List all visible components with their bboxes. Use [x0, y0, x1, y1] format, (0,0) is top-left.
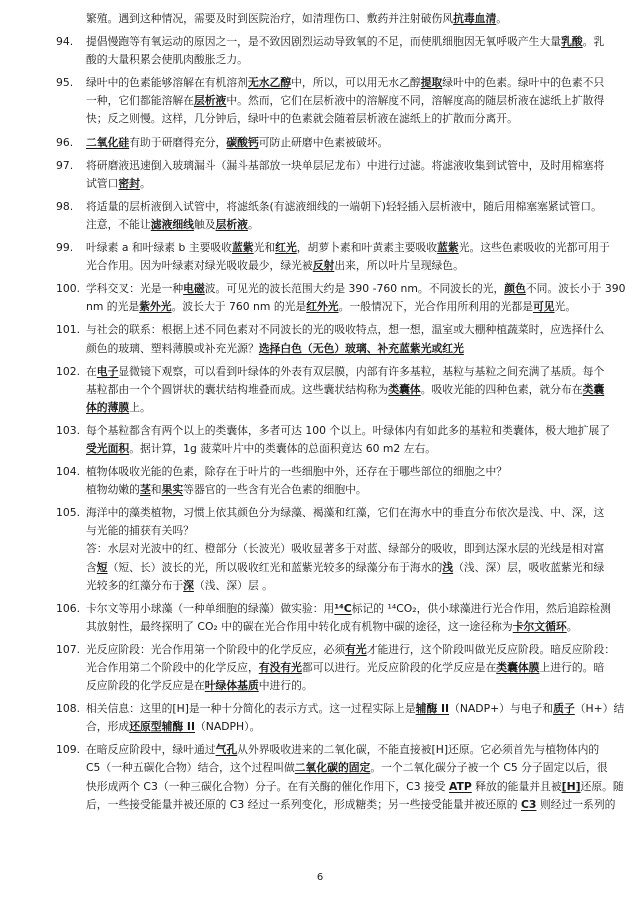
list-item [56, 600, 611, 636]
text-segment: 注意，不能让 [86, 217, 151, 231]
key-term: 深 [183, 578, 194, 592]
text-segment: （短、长）波长的光，所以吸收红光和蓝紫光较多的绿藻分布于海水的 [107, 560, 443, 574]
key-term: 卡尔文循环 [512, 619, 567, 633]
list-item [56, 280, 626, 316]
text-line [86, 216, 608, 234]
page-number: 6 [316, 872, 324, 883]
text-segment: ，胡萝卜素和叶黄素主要吸收 [296, 241, 438, 255]
text-line [86, 463, 608, 481]
text-line [86, 759, 608, 777]
text-line [86, 157, 608, 175]
key-term: 抗毒血清 [453, 12, 497, 25]
text-segment: 光合作用第二个阶段中的化学反应， [86, 661, 259, 674]
text-segment: 光反应阶段：光合作用第一个阶段中的化学反应，必须 [86, 642, 346, 656]
key-term: ¹⁴C [334, 601, 352, 615]
text-segment: 。一个二氧化碳分子被一个 C5 分子固定以后，很 [370, 761, 608, 775]
text-line [86, 741, 608, 759]
text-segment: 触及 [193, 217, 216, 231]
text-line [86, 422, 611, 440]
text-segment: 。乳 [582, 35, 605, 49]
text-segment: 。 [247, 217, 259, 231]
text-line [86, 522, 608, 540]
text-segment: 提倡慢跑等有氧运动的原因之一，是不致因剧烈运动导致氧的不足，而使肌细胞因无氧呼吸产生大量 [86, 35, 562, 49]
text-segment: （浅、深）层，吸收蓝紫光和绿 [453, 560, 605, 574]
key-term: 气孔 [215, 743, 238, 757]
text-segment: 都可以进行。光反应阶段的化学反应是在 [301, 661, 497, 674]
list-item [56, 74, 608, 128]
text-segment: 在 [86, 364, 97, 378]
text-segment: 后，一些接受能量并被还原的 C3 经过一系列变化，形成糖类；另一些接受能量并被还原的 [86, 797, 521, 811]
list-item [56, 10, 608, 28]
text-segment: 波。可见光的波长范围大约是 390 -760 nm。不同波长的光， [204, 282, 505, 296]
text-line [86, 340, 608, 358]
text-segment: 中。然而，它们在层析液中的溶解度不同，溶解度高的随层析液在滤纸上扩散得 [226, 94, 605, 108]
key-term: 红外光 [306, 300, 339, 314]
text-line [86, 363, 608, 381]
text-segment: 其放射性，最终探明了 CO₂ 中的碳在光合作用中转化成有机物中碳的途径，这一途径称为 [86, 619, 513, 633]
key-term: 有光 [345, 642, 367, 656]
text-segment: 叶绿素 a 和叶绿素 b 主要吸收 [86, 241, 232, 255]
text-segment: 从外界吸收进来的二氧化碳，不能直接被[H]还原。它必须首先与植物体内的 [237, 743, 600, 757]
text-line [86, 618, 608, 636]
text-line [86, 33, 608, 51]
key-term: 层析液 [215, 217, 248, 231]
key-term: 层析液 [193, 94, 227, 108]
text-line [86, 440, 608, 458]
text-segment: 将适量的层析液倒入试管中，将滤纸条(有滤液细线的一端朝下)轻轻插入层析液中，随后用棉塞塞紧试管口。 [86, 199, 602, 213]
list-item [56, 239, 608, 275]
text-segment: 出来，所以叶片呈现绿色。 [334, 259, 464, 273]
list-item [56, 198, 608, 234]
key-term: 类囊 [582, 382, 605, 396]
key-term: 质子 [553, 702, 575, 716]
key-term: 紫外光 [139, 300, 172, 314]
key-term: 二氧化硅 [86, 135, 130, 149]
key-term: 浅 [442, 560, 454, 574]
item-number: 106. [56, 601, 81, 615]
text-line [86, 540, 608, 558]
item-number: 97. [56, 158, 74, 172]
text-line [86, 504, 608, 522]
key-term: 辅酶 II [415, 702, 450, 716]
text-segment: 光和 [253, 241, 276, 255]
key-term: 乳酸 [561, 35, 583, 49]
text-line [86, 239, 608, 257]
text-line [86, 641, 616, 659]
key-term: 短 [96, 560, 108, 574]
text-segment: 不同。波长小于 390 [525, 282, 626, 296]
text-segment: nm 的光是 [86, 300, 140, 314]
key-term: 电磁 [183, 282, 205, 296]
text-segment: 。波长大于 760 nm 的光是 [171, 300, 307, 314]
text-segment: 上。 [129, 400, 151, 414]
text-segment: 中，所以，可以用无水乙醇 [291, 76, 421, 90]
list-item [56, 504, 608, 594]
list-item [56, 641, 616, 695]
page-content [56, 10, 626, 819]
text-line [86, 198, 608, 216]
item-number: 96. [56, 135, 74, 149]
text-segment: 与社会的联系：根据上述不同色素对不同波长的光的吸收特点，想一想，温室或大棚种植蔬菜时，应选择什么 [86, 323, 605, 337]
key-term: 碳酸钙 [226, 135, 259, 149]
text-segment: 植物幼嫩的 [86, 483, 140, 497]
text-line [86, 796, 616, 814]
text-line [86, 381, 608, 399]
text-segment: （NADP+）与电子和 [449, 702, 554, 716]
text-segment: 基粒都由一个个圆饼状的囊状结构堆叠而成。这些囊状结构称为 [86, 382, 389, 396]
text-segment: 卡尔文等用小球藻（一种单细胞的绿藻）做实验：用 [86, 601, 335, 615]
text-line [86, 778, 624, 796]
text-line [86, 659, 608, 677]
item-number: 98. [56, 199, 74, 213]
key-term: 类囊体 [388, 382, 421, 396]
text-segment: 合，形成 [86, 720, 130, 734]
text-segment: 快；反之则慢。这样，几分钟后，绿叶中的色素就会随着层析液在滤纸上的扩散而分离开。 [86, 112, 518, 126]
item-number: 101. [56, 323, 81, 337]
key-term: 蓝紫 [437, 241, 459, 255]
text-segment: 还原。随 [580, 779, 624, 793]
item-number: 94. [56, 35, 74, 49]
key-term: 叶绿体基质 [204, 679, 259, 693]
key-term: 反射 [312, 259, 335, 273]
key-term: C3 [520, 797, 537, 811]
text-line [86, 481, 608, 499]
text-line [86, 134, 608, 152]
text-line [86, 700, 625, 718]
item-number: 107. [56, 642, 81, 656]
text-segment: 海洋中的藻类植物，习惯上依其颜色分为绿藻、褐藻和红藻，它们在海水中的垂直分布依次是浅、中、深，这 [86, 506, 605, 520]
text-segment: 植物体吸收光能的色素，除存在于叶片的一些细胞中外，还存在于哪些部位的细胞之中？ [86, 465, 508, 479]
text-segment: 则经过一系列的 [536, 797, 616, 811]
text-segment: （浅、深）层 。 [193, 578, 273, 592]
list-item [56, 741, 624, 813]
key-term: 密封 [118, 176, 140, 190]
text-line [86, 175, 608, 193]
key-term: 类囊体膜 [496, 661, 540, 674]
item-number: 102. [56, 364, 81, 378]
text-segment: 。 [139, 176, 151, 190]
item-number: 104. [56, 465, 81, 479]
text-line [86, 280, 626, 298]
key-term: 提取 [420, 76, 443, 90]
text-segment: 每个基粒都含有两个以上的类囊体，多者可达 100 个以上。叶绿体内有如此多的基粒和类囊体，极大地扩展了 [86, 423, 611, 437]
key-term: ATP [449, 779, 472, 793]
text-line [86, 399, 608, 417]
text-segment: 光较多的红藻分布于 [86, 578, 184, 592]
text-segment: 答：水层对光波中的红、橙部分（长波光）吸收显著多于对蓝、绿部分的吸收，即到达深水层的光线是相对富 [86, 542, 605, 556]
text-segment: 颜色的玻璃、塑料薄膜或补充光源？ [86, 341, 259, 355]
item-number: 95. [56, 76, 74, 90]
text-segment: 光。 [554, 300, 577, 314]
key-term: 无水乙醇 [247, 76, 292, 90]
key-term: 蓝紫 [231, 241, 254, 255]
key-term: 可见 [532, 300, 555, 314]
text-segment: C5（一种五碳化合物）结合，这个过程叫做 [86, 761, 295, 775]
list-item [56, 157, 608, 193]
text-line [86, 577, 608, 595]
list-item [56, 321, 608, 357]
key-term: 红光 [275, 241, 297, 255]
text-line [86, 10, 608, 28]
list-item [56, 363, 608, 417]
text-segment: 快形成两个 C3（一种三碳化合物）分子。在有关酶的催化作用下，C3 接受 [86, 779, 450, 793]
text-segment: 。 [496, 12, 508, 25]
item-number: 109. [56, 743, 81, 757]
text-segment: （H+）结 [574, 702, 625, 716]
item-number: 105. [56, 506, 81, 520]
list-item [56, 463, 608, 499]
key-term: 受光面积 [86, 441, 130, 455]
text-segment: 才能进行，这个阶段叫做光反应阶段。暗反应阶段： [366, 642, 616, 656]
text-segment: 酸的大量积累会使肌肉酸胀乏力。 [86, 53, 248, 67]
text-segment: 光。这些色素吸收的光都可用于 [458, 241, 610, 255]
text-segment: 在暗反应阶段中，绿叶通过 [86, 743, 216, 757]
text-segment: 和 [150, 483, 162, 497]
text-segment: 含 [86, 560, 97, 574]
text-segment: 与光能的捕获有关吗？ [86, 524, 194, 538]
key-term: 颜色 [504, 282, 526, 296]
text-line [86, 51, 608, 69]
text-segment: 绿叶中的色素。绿叶中的色素不只 [442, 76, 605, 90]
text-segment: 标记的 ¹⁴CO₂，供小球藻进行光合作用，然后追踪检测 [351, 601, 611, 615]
key-term: [H] [561, 779, 581, 793]
key-term: 滤液细线 [150, 217, 194, 231]
key-term: 还原型辅酶 II [129, 720, 195, 734]
text-segment: 释放的能量并且被 [471, 779, 562, 793]
text-segment: 上进行的。暗 [539, 661, 605, 674]
item-number: 100. [56, 282, 81, 296]
text-segment: 繁殖。遇到这种情况，需要及时到医院治疗，如清理伤口、敷药并注射破伤风 [86, 12, 454, 25]
text-segment: 将研磨液迅速倒入玻璃漏斗（漏斗基部放一块单层尼龙布）中进行过滤。将滤液收集到试管中，及时用棉塞将 [86, 158, 605, 172]
list-item [56, 134, 608, 152]
text-segment: 有助于研磨得充分， [129, 135, 227, 149]
list-item [56, 33, 608, 69]
text-segment: 一种，它们都能溶解在 [86, 94, 194, 108]
item-number: 103. [56, 423, 81, 437]
key-term: 有没有光 [258, 661, 302, 674]
text-segment: 。吸收光能的四种色素，就分布在 [420, 382, 583, 396]
text-line [86, 559, 608, 577]
text-segment: 试管口 [86, 176, 119, 190]
text-line [86, 600, 611, 618]
text-segment: 。据计算，1g 菠菜叶片中的类囊体的总面积竟达 60 m2 左右。 [129, 441, 437, 455]
key-term: 二氧化碳的固定 [294, 761, 371, 775]
text-segment: 。一般情况下，光合作用所利用的光都是 [338, 300, 533, 314]
text-segment: 光合作用。因为叶绿素对绿光吸收最少，绿光被 [86, 259, 313, 273]
text-segment: 反应阶段的化学反应是在 [86, 679, 205, 693]
key-term: 茎 [139, 483, 151, 497]
list-item [56, 700, 625, 736]
text-line [86, 677, 608, 695]
text-segment: 中进行的。 [258, 679, 313, 693]
text-segment: （NADPH）。 [194, 720, 261, 734]
list-item [56, 422, 611, 458]
text-segment: 显微镜下观察，可以看到叶绿体的外表有双层膜，内部有许多基粒，基粒与基粒之间充满了基质。每个 [118, 364, 605, 378]
key-term: 选择白色（无色）玻璃、补充蓝紫光或红光 [258, 341, 464, 355]
text-segment: 可防止研磨中色素被破坏。 [258, 135, 389, 149]
text-segment: 。 [566, 619, 578, 633]
text-segment: 相关信息：这里的[H]是一种十分简化的表示方式。这一过程实际上是 [86, 702, 416, 716]
text-line [86, 321, 608, 339]
text-segment: 等器官的一些含有光合色素的细胞中。 [183, 483, 367, 497]
text-segment: 学科交叉：光是一种 [86, 282, 184, 296]
text-line [86, 718, 608, 736]
item-number: 99. [56, 241, 74, 255]
key-term: 电子 [96, 364, 119, 378]
key-term: 果实 [161, 483, 184, 497]
item-number: 108. [56, 702, 81, 716]
text-line [86, 110, 608, 128]
key-term: 体的薄膜 [86, 400, 130, 414]
text-line [86, 257, 608, 275]
text-line [86, 92, 608, 110]
text-line [86, 298, 608, 316]
text-line [86, 74, 608, 92]
text-segment: 绿叶中的色素能够溶解在有机溶剂 [86, 76, 248, 90]
